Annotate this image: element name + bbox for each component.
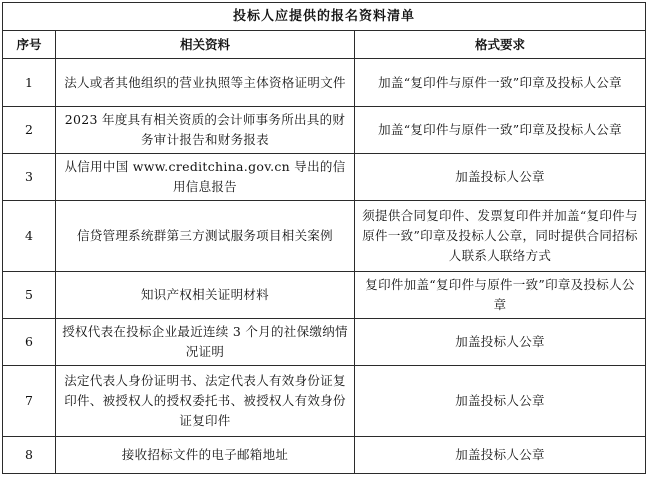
row-format: 加盖投标人公章 [355,154,646,201]
table-row [3,59,646,107]
row-format: 复印件加盖“复印件与原件一致”印章及投标人公章 [355,272,646,319]
table-row [3,366,646,437]
row-number: 7 [3,366,56,437]
table-row [3,319,646,366]
row-format: 加盖“复印件与原件一致”印章及投标人公章 [355,107,646,154]
row-format: 加盖投标人公章 [355,366,646,437]
row-number: 4 [3,201,56,272]
header-doc: 相关资料 [56,31,355,59]
row-document: 2023 年度具有相关资质的会计师事务所出具的财务审计报告和财务报表 [56,107,355,154]
header-no: 序号 [3,31,56,59]
row-format: 须提供合同复印件、发票复印件并加盖“复印件与原件一致”印章及投标人公章，同时提供合同招标人联系人联络方式 [355,201,646,272]
row-format: 加盖投标人公章 [355,319,646,366]
document-page [2,2,645,486]
row-number: 6 [3,319,56,366]
row-document: 法定代表人身份证明书、法定代表人有效身份证复印件、被授权人的授权委托书、被授权人有效身份证复印件 [56,366,355,437]
table-title-row [3,3,646,31]
row-document: 法人或者其他组织的营业执照等主体资格证明文件 [56,59,355,107]
header-fmt: 格式要求 [355,31,646,59]
row-document: 知识产权相关证明材料 [56,272,355,319]
row-number: 1 [3,59,56,107]
row-document: 信贷管理系统群第三方测试服务项目相关案例 [56,201,355,272]
row-number: 5 [3,272,56,319]
table-row [3,272,646,319]
row-number: 8 [3,437,56,474]
table-row [3,201,646,272]
table-row [3,107,646,154]
row-format: 加盖“复印件与原件一致”印章及投标人公章 [355,59,646,107]
row-document: 授权代表在投标企业最近连续 3 个月的社保缴纳情况证明 [56,319,355,366]
row-document: 接收招标文件的电子邮箱地址 [56,437,355,474]
row-number: 2 [3,107,56,154]
registration-materials-table [2,2,646,474]
row-document: 从信用中国 www.creditchina.gov.cn 导出的信用信息报告 [56,154,355,201]
row-format: 加盖投标人公章 [355,437,646,474]
table-row [3,154,646,201]
table-header-row [3,31,646,59]
table-title: 投标人应提供的报名资料清单 [3,3,646,31]
table-row [3,437,646,474]
row-number: 3 [3,154,56,201]
